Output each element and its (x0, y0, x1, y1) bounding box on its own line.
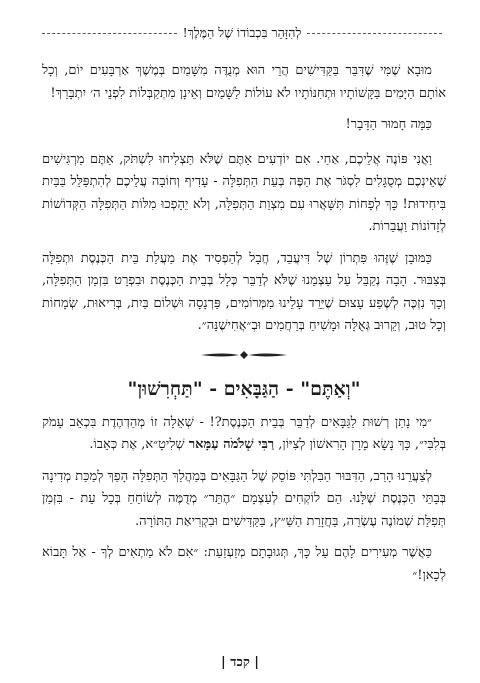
page-number: | קכד | (220, 655, 260, 670)
rabbi-name: רַבִּי שְׁלֹמֹה עַמָּאר (188, 437, 275, 452)
paragraph-appeal: וַאֲנִי פּוֹנֶה אֲלֵיכֶם, אַחַי. אִם יוֹדְעִים אַתֶּם שֶׁלֹּא תַּצְלִיחוּ לִשְׁתֹּק, אַתֶּם מַרְגִּישִׁים שֶׁאֵינְכֶם מְסֻגָּלִים לִסְגֹּר אֶת הַפֶּה בְּעֵת הַתְּפִלָּה - עָדִיף וְחוֹבָה עֲלֵיכֶם לְהִתְפַּלֵּל בַּבַּיִת בִּיחִידוּת! כָּךְ לְפָחוֹת תִּשָּׁאֲרוּ עִם מִצְוַת הַתְּפִלָּה, וְלֹא יֵהָפְכוּ מִלּוֹת הַתְּפִלָּה הַקְּדוֹשׁוֹת לְזָדוֹנוֹת וַעֲבֵרוֹת. (42, 151, 446, 234)
quote-text-before: ״מִי נָתַן רְשׁוּת לַגַּבָּאִים לְדַבֵּר בְּבֵית הַכְּנֶסֶת?! - שְׁאֵלָה זוֹ מְהַדְהֶדֶת בִּכְאֵב עָמֹק בְּלִבִּי״, כָּךְ נָשָׂא מָרָן הָרִאשׁוֹן לְצִיּוֹן, (42, 414, 446, 452)
paragraph-how-severe: כַּמָּה חָמוּר הַדָּבָר! (345, 117, 432, 132)
paragraph-forty-days: מוּבָא שֶׁמִּי שֶׁדִּבֵּר בַּקַּדִּישִׁים הֲרֵי הוּא מְנֻדֶּה מִשָּׁמַיִם בְּמֶשֶׁךְ אַרְבָּעִים יוֹם, וְכָל אוֹתָם הַיָּמִים בַּקָּשׁוֹתָיו וּתְחִנּוֹתָיו לֹא עוֹלוֹת לַשָּׁמַיִם וְאֵינָן מִתְקַבְּלוֹת לִפְנֵי ה׳ יִתְבָּרַךְ! (42, 63, 446, 101)
header-dash-right (307, 33, 442, 34)
paragraph-rabbi-quote (42, 412, 446, 457)
main-text (42, 60, 446, 596)
quote-text-after: שְׁלִיטָ״א, אֶת כְּאֵבוֹ. (89, 437, 189, 452)
section-divider-ornament (42, 350, 446, 360)
paragraph-gabbaim-talking: לְצַעֲרֵנוּ הָרַב, הַדִּבּוּר הַבִּלְתִּי פּוֹסֵק שֶׁל הַגַּבָּאִים בְּמַהֲלַךְ הַתְּפִלָּה הָפַךְ לְמַכַּת מְדִינָה בְּבָתֵּי הַכְּנֶסֶת שֶׁלָּנוּ. הֵם לוֹקְחִים לְעַצְמָם ״הֶתֵּר״ מְדֻמֶּה לְשׂוֹחֵחַ בְּכָל עֵת - בִּזְמַן תְּפִלַּת שְׁמוֹנֶה עֶשְׂרֵה, בַּחֲזָרַת הַשַּׁ״ץ, בַּקַּדִּישִׁים וּבִקְרִיאַת הַתּוֹרָה. (42, 468, 446, 529)
running-header-title: לְהִזָּהֵר בִּכְבוֹדוֹ שֶׁל הַמֶּלֶךְ! (182, 25, 302, 40)
paragraph-solution: כַּמּוּבָן שֶׁזֶּהוּ פִּתְרוֹן שֶׁל דִּיעֲבַד, חֲבָל לְהַפְסִיד אֶת מַעֲלַת בֵּית הַכְּנֶסֶת וּתְפִלָּה בְּצִבּוּר. הָבָה נְקַבֵּל עַל עַצְמֵנוּ שֶׁלֹּא לְדַבֵּר כְּלָל בְּבֵית הַכְּנֶסֶת וּבִפְרָט בִּזְמַן הַתְּפִלָּה, וְכָךְ נִזְכֶּה לְשֶׁפַע עָצוּם שֶׁיֵּרֵד עָלֵינוּ מִמְּרוֹמִים, פַּרְנָסָה וּשְׁלוֹם בַּיִת, בְּרִיאוּת, שְׂמָחוֹת וְכָל טוּב, וְקֵרוּב גְּאֻלָּה וּמָשִׁיחַ בְּרַחֲמִים וּבְ״אֲחִישֶׁנָּה״. (42, 250, 446, 333)
running-header-row (42, 22, 442, 44)
paragraph-response: כַּאֲשֶׁר מְעִירִים לָהֶם עַל כָּךְ, תְּגוּבָתָם מְזַעְזַעַת: ״אִם לֹא מַתְאִים לְךָ - אַל תָּבוֹא לְכָאן!״ (42, 545, 446, 583)
header-dash-left (42, 33, 177, 34)
section-title: "וְאַתֶּם" - הַגַּבָּאִים - "תַּחְרִשׁוּן" (127, 377, 361, 400)
